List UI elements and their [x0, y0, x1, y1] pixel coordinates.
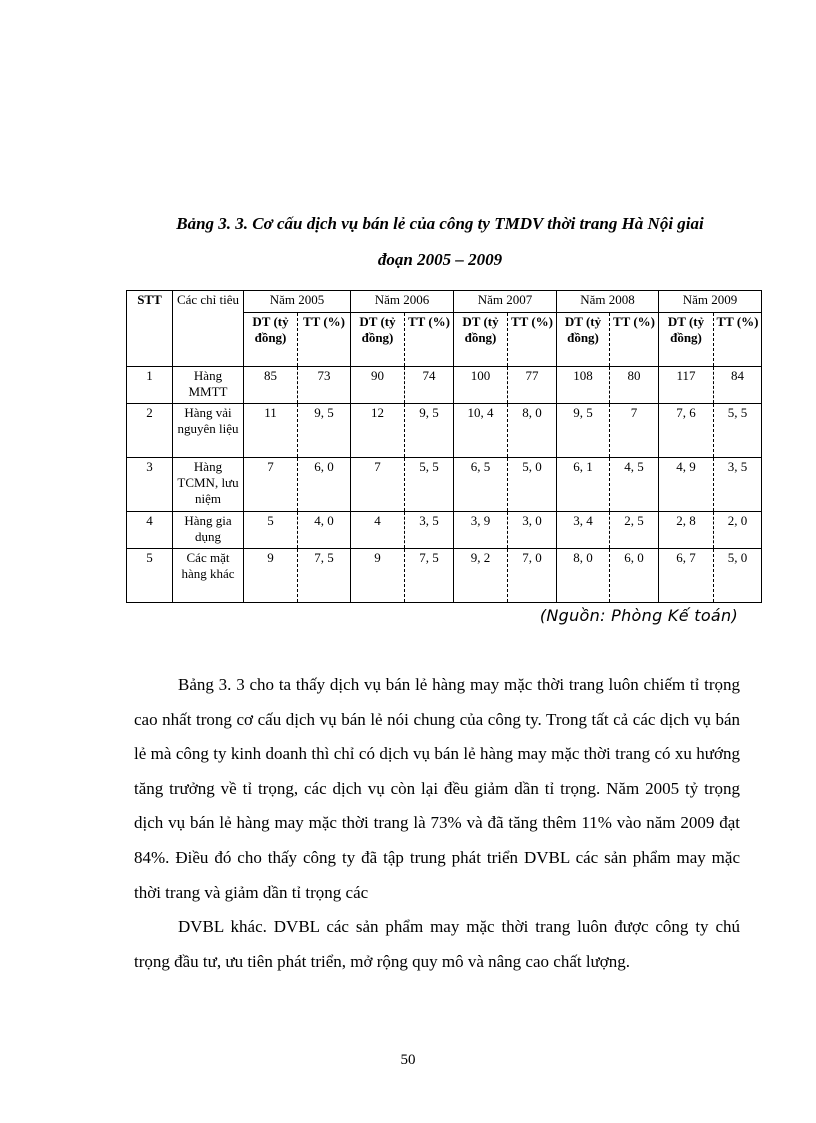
cell-tt-2006: 5, 5	[405, 458, 454, 512]
cell-dt-2007: 6, 5	[454, 458, 508, 512]
cell-dt-2008: 6, 1	[557, 458, 610, 512]
cell-tt-2006: 7, 5	[405, 549, 454, 603]
header-tt: TT (%)	[298, 313, 351, 367]
header-tt: TT (%)	[405, 313, 454, 367]
cell-dt-2009: 6, 7	[659, 549, 714, 603]
row-stt: 4	[127, 512, 173, 549]
header-year-2006: Năm 2006	[351, 291, 454, 313]
header-dt: DT (tỷ đồng)	[557, 313, 610, 367]
row-name: Các mặt hàng khác	[173, 549, 244, 603]
cell-dt-2005: 85	[244, 367, 298, 404]
row-stt: 2	[127, 404, 173, 458]
cell-dt-2005: 11	[244, 404, 298, 458]
cell-tt-2008: 6, 0	[610, 549, 659, 603]
cell-dt-2009: 2, 8	[659, 512, 714, 549]
cell-dt-2009: 117	[659, 367, 714, 404]
cell-tt-2008: 2, 5	[610, 512, 659, 549]
cell-tt-2007: 8, 0	[508, 404, 557, 458]
header-stt: STT	[127, 291, 173, 367]
cell-dt-2008: 108	[557, 367, 610, 404]
header-dt: DT (tỷ đồng)	[244, 313, 298, 367]
header-tt: TT (%)	[610, 313, 659, 367]
cell-tt-2009: 5, 0	[714, 549, 762, 603]
header-dt: DT (tỷ đồng)	[454, 313, 508, 367]
cell-dt-2008: 9, 5	[557, 404, 610, 458]
cell-dt-2007: 100	[454, 367, 508, 404]
body-paragraph-1: Bảng 3. 3 cho ta thấy dịch vụ bán lẻ hàng may mặc thời trang luôn chiếm tỉ trọng cao nhất trong cơ cấu dịch vụ bán lẻ nói chung của công ty. Trong tất cả các dịch vụ bán lẻ mà công ty kinh doanh thì chỉ có dịch vụ bán lẻ hàng may mặc thời trang có xu hướng tăng trưởng về tỉ trọng, các dịch vụ còn lại đều giảm dần tỉ trọng. Năm 2005 tỷ trọng dịch vụ bán lẻ hàng may mặc thời trang là 73% và đã tăng thêm 11% vào năm 2009 đạt 84%. Điều đó cho thấy công ty đã tập trung phát triển DVBL các sản phẩm may mặc thời trang và giảm dần tỉ trọng các	[134, 675, 740, 902]
header-year-2008: Năm 2008	[557, 291, 659, 313]
cell-tt-2009: 5, 5	[714, 404, 762, 458]
row-name: Hàng gia dụng	[173, 512, 244, 549]
cell-dt-2007: 9, 2	[454, 549, 508, 603]
cell-tt-2007: 5, 0	[508, 458, 557, 512]
cell-dt-2005: 5	[244, 512, 298, 549]
cell-dt-2007: 10, 4	[454, 404, 508, 458]
cell-tt-2007: 7, 0	[508, 549, 557, 603]
cell-dt-2006: 9	[351, 549, 405, 603]
cell-tt-2007: 3, 0	[508, 512, 557, 549]
cell-dt-2008: 8, 0	[557, 549, 610, 603]
caption-line-1: Bảng 3. 3. Cơ cấu dịch vụ bán lẻ của công ty TMDV thời trang Hà Nội giai	[176, 214, 704, 233]
cell-tt-2007: 77	[508, 367, 557, 404]
header-year-2009: Năm 2009	[659, 291, 762, 313]
row-name: Hàng MMTT	[173, 367, 244, 404]
row-stt: 3	[127, 458, 173, 512]
cell-dt-2009: 4, 9	[659, 458, 714, 512]
cell-tt-2005: 9, 5	[298, 404, 351, 458]
cell-dt-2007: 3, 9	[454, 512, 508, 549]
row-stt: 5	[127, 549, 173, 603]
header-tt: TT (%)	[714, 313, 762, 367]
table-row	[127, 458, 762, 512]
cell-tt-2008: 4, 5	[610, 458, 659, 512]
cell-tt-2005: 4, 0	[298, 512, 351, 549]
cell-tt-2005: 6, 0	[298, 458, 351, 512]
cell-tt-2009: 2, 0	[714, 512, 762, 549]
header-criteria: Các chỉ tiêu	[173, 291, 244, 367]
cell-tt-2008: 80	[610, 367, 659, 404]
cell-dt-2005: 7	[244, 458, 298, 512]
table-row	[127, 404, 762, 458]
cell-dt-2006: 90	[351, 367, 405, 404]
table-caption	[100, 206, 780, 278]
cell-dt-2006: 7	[351, 458, 405, 512]
cell-tt-2006: 3, 5	[405, 512, 454, 549]
caption-line-2: đoạn 2005 – 2009	[377, 250, 503, 269]
retail-structure-table	[126, 290, 762, 603]
table-row	[127, 549, 762, 603]
row-name: Hàng vải nguyên liệu	[173, 404, 244, 458]
cell-tt-2009: 84	[714, 367, 762, 404]
header-dt: DT (tỷ đồng)	[351, 313, 405, 367]
table-row	[127, 512, 762, 549]
page-number: 50	[400, 1052, 416, 1068]
cell-tt-2009: 3, 5	[714, 458, 762, 512]
cell-dt-2008: 3, 4	[557, 512, 610, 549]
cell-dt-2006: 12	[351, 404, 405, 458]
cell-tt-2008: 7	[610, 404, 659, 458]
header-year-2005: Năm 2005	[244, 291, 351, 313]
cell-tt-2005: 7, 5	[298, 549, 351, 603]
body-paragraph-2: DVBL khác. DVBL các sản phẩm may mặc thời trang luôn được công ty chú trọng đầu tư, ưu tiên phát triển, mở rộng quy mô và nâng cao chất lượng.	[134, 917, 740, 971]
header-year-2007: Năm 2007	[454, 291, 557, 313]
cell-tt-2005: 73	[298, 367, 351, 404]
table-row	[127, 367, 762, 404]
cell-dt-2006: 4	[351, 512, 405, 549]
cell-tt-2006: 9, 5	[405, 404, 454, 458]
header-tt: TT (%)	[508, 313, 557, 367]
cell-dt-2005: 9	[244, 549, 298, 603]
header-dt: DT (tỷ đồng)	[659, 313, 714, 367]
cell-tt-2006: 74	[405, 367, 454, 404]
row-name: Hàng TCMN, lưu niệm	[173, 458, 244, 512]
table-source-note: (Nguồn: Phòng Kế toán)	[539, 606, 738, 625]
row-stt: 1	[127, 367, 173, 404]
cell-dt-2009: 7, 6	[659, 404, 714, 458]
